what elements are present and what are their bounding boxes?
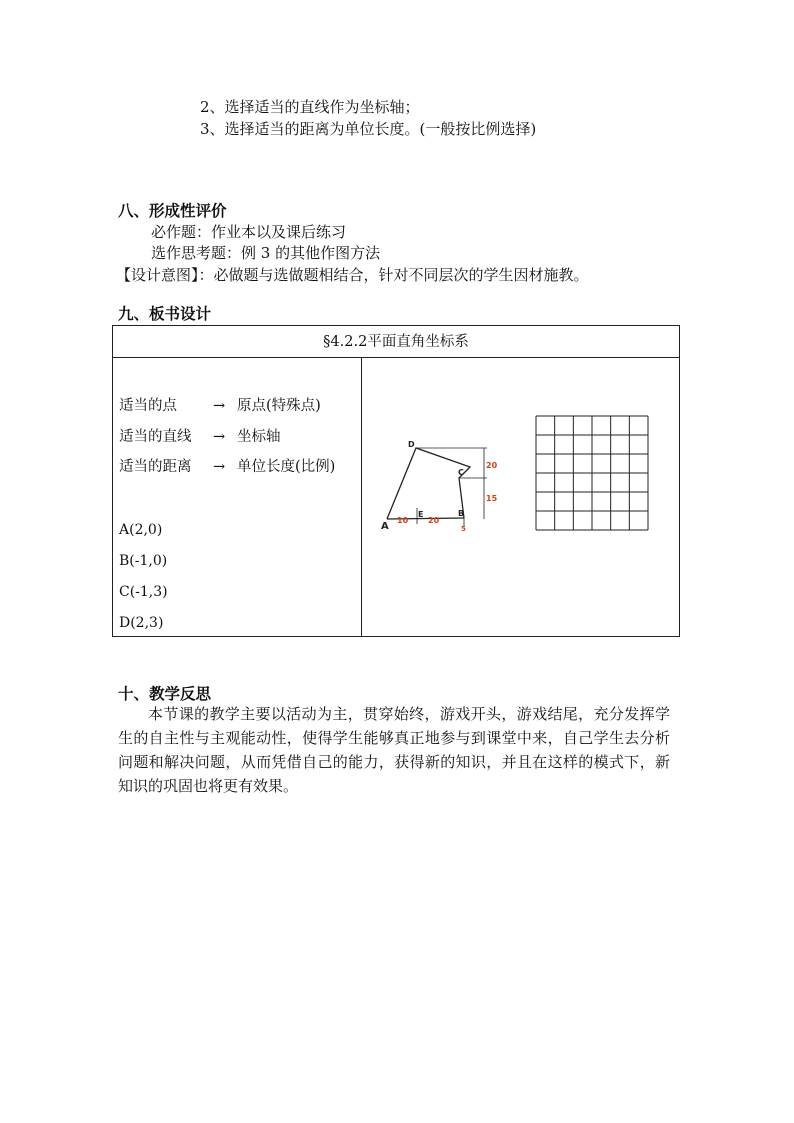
blackboard-design-table	[112, 325, 680, 637]
label-b: B	[458, 509, 465, 518]
point-c: C(-1,3)	[119, 584, 168, 600]
section8-heading: 八、形成性评价	[118, 201, 227, 220]
arrow-icon: →	[213, 429, 226, 445]
label-e: E	[418, 510, 424, 519]
coordinate-grid	[535, 415, 649, 531]
dim-5: 5	[461, 525, 466, 533]
label-d: D	[408, 440, 415, 449]
mapping-left: 适当的直线	[119, 429, 192, 445]
optional-homework: 选作思考题：例 3 的其他作图方法	[151, 244, 381, 262]
label-a: A	[381, 521, 389, 532]
label-c: C	[458, 468, 464, 477]
board-title: §4.2.2平面直角坐标系	[113, 326, 679, 358]
dim-20-vertical: 20	[486, 461, 498, 470]
mapping-row	[119, 457, 336, 477]
dim-15: 15	[486, 494, 498, 503]
quadrilateral-figure	[379, 436, 509, 541]
mapping-right: 坐标轴	[237, 429, 281, 445]
reflection-paragraph: 本节课的教学主要以活动为主，贯穿始终，游戏开头，游戏结尾，充分发挥学生的自主性与主观能动性，使得学生能够真正地参与到课堂中来，自己学生去分析问题和解决问题，从而凭借自己的能力，获得新的知识，并且在这样的模式下，新知识的巩固也将更有效果。	[118, 705, 670, 795]
dim-10: 10	[397, 516, 409, 525]
point-d: D(2,3)	[119, 615, 164, 631]
method-step-2: 2、选择适当的直线作为坐标轴；	[200, 98, 420, 116]
mapping-left: 适当的点	[119, 398, 177, 414]
mapping-left: 适当的距离	[119, 459, 192, 475]
dim-20-horizontal: 20	[428, 516, 440, 525]
board-divider	[361, 358, 362, 636]
mapping-row	[119, 396, 321, 416]
point-b: B(-1,0)	[119, 553, 168, 569]
design-intent: 【设计意图】：必做题与选做题相结合，针对不同层次的学生因材施教。	[116, 266, 589, 284]
section9-heading: 九、板书设计	[118, 304, 212, 323]
arrow-icon: →	[213, 459, 226, 475]
mapping-row	[119, 427, 281, 447]
arrow-icon: →	[213, 398, 226, 414]
method-step-3: 3、选择适当的距离为单位长度。(一般按比例选择)	[200, 120, 537, 138]
required-homework: 必作题：作业本以及课后练习	[151, 223, 347, 241]
point-a: A(2,0)	[119, 522, 163, 538]
mapping-right: 原点(特殊点)	[237, 398, 321, 414]
mapping-right: 单位长度(比例)	[237, 459, 336, 475]
section10-heading: 十、教学反思	[118, 684, 212, 703]
